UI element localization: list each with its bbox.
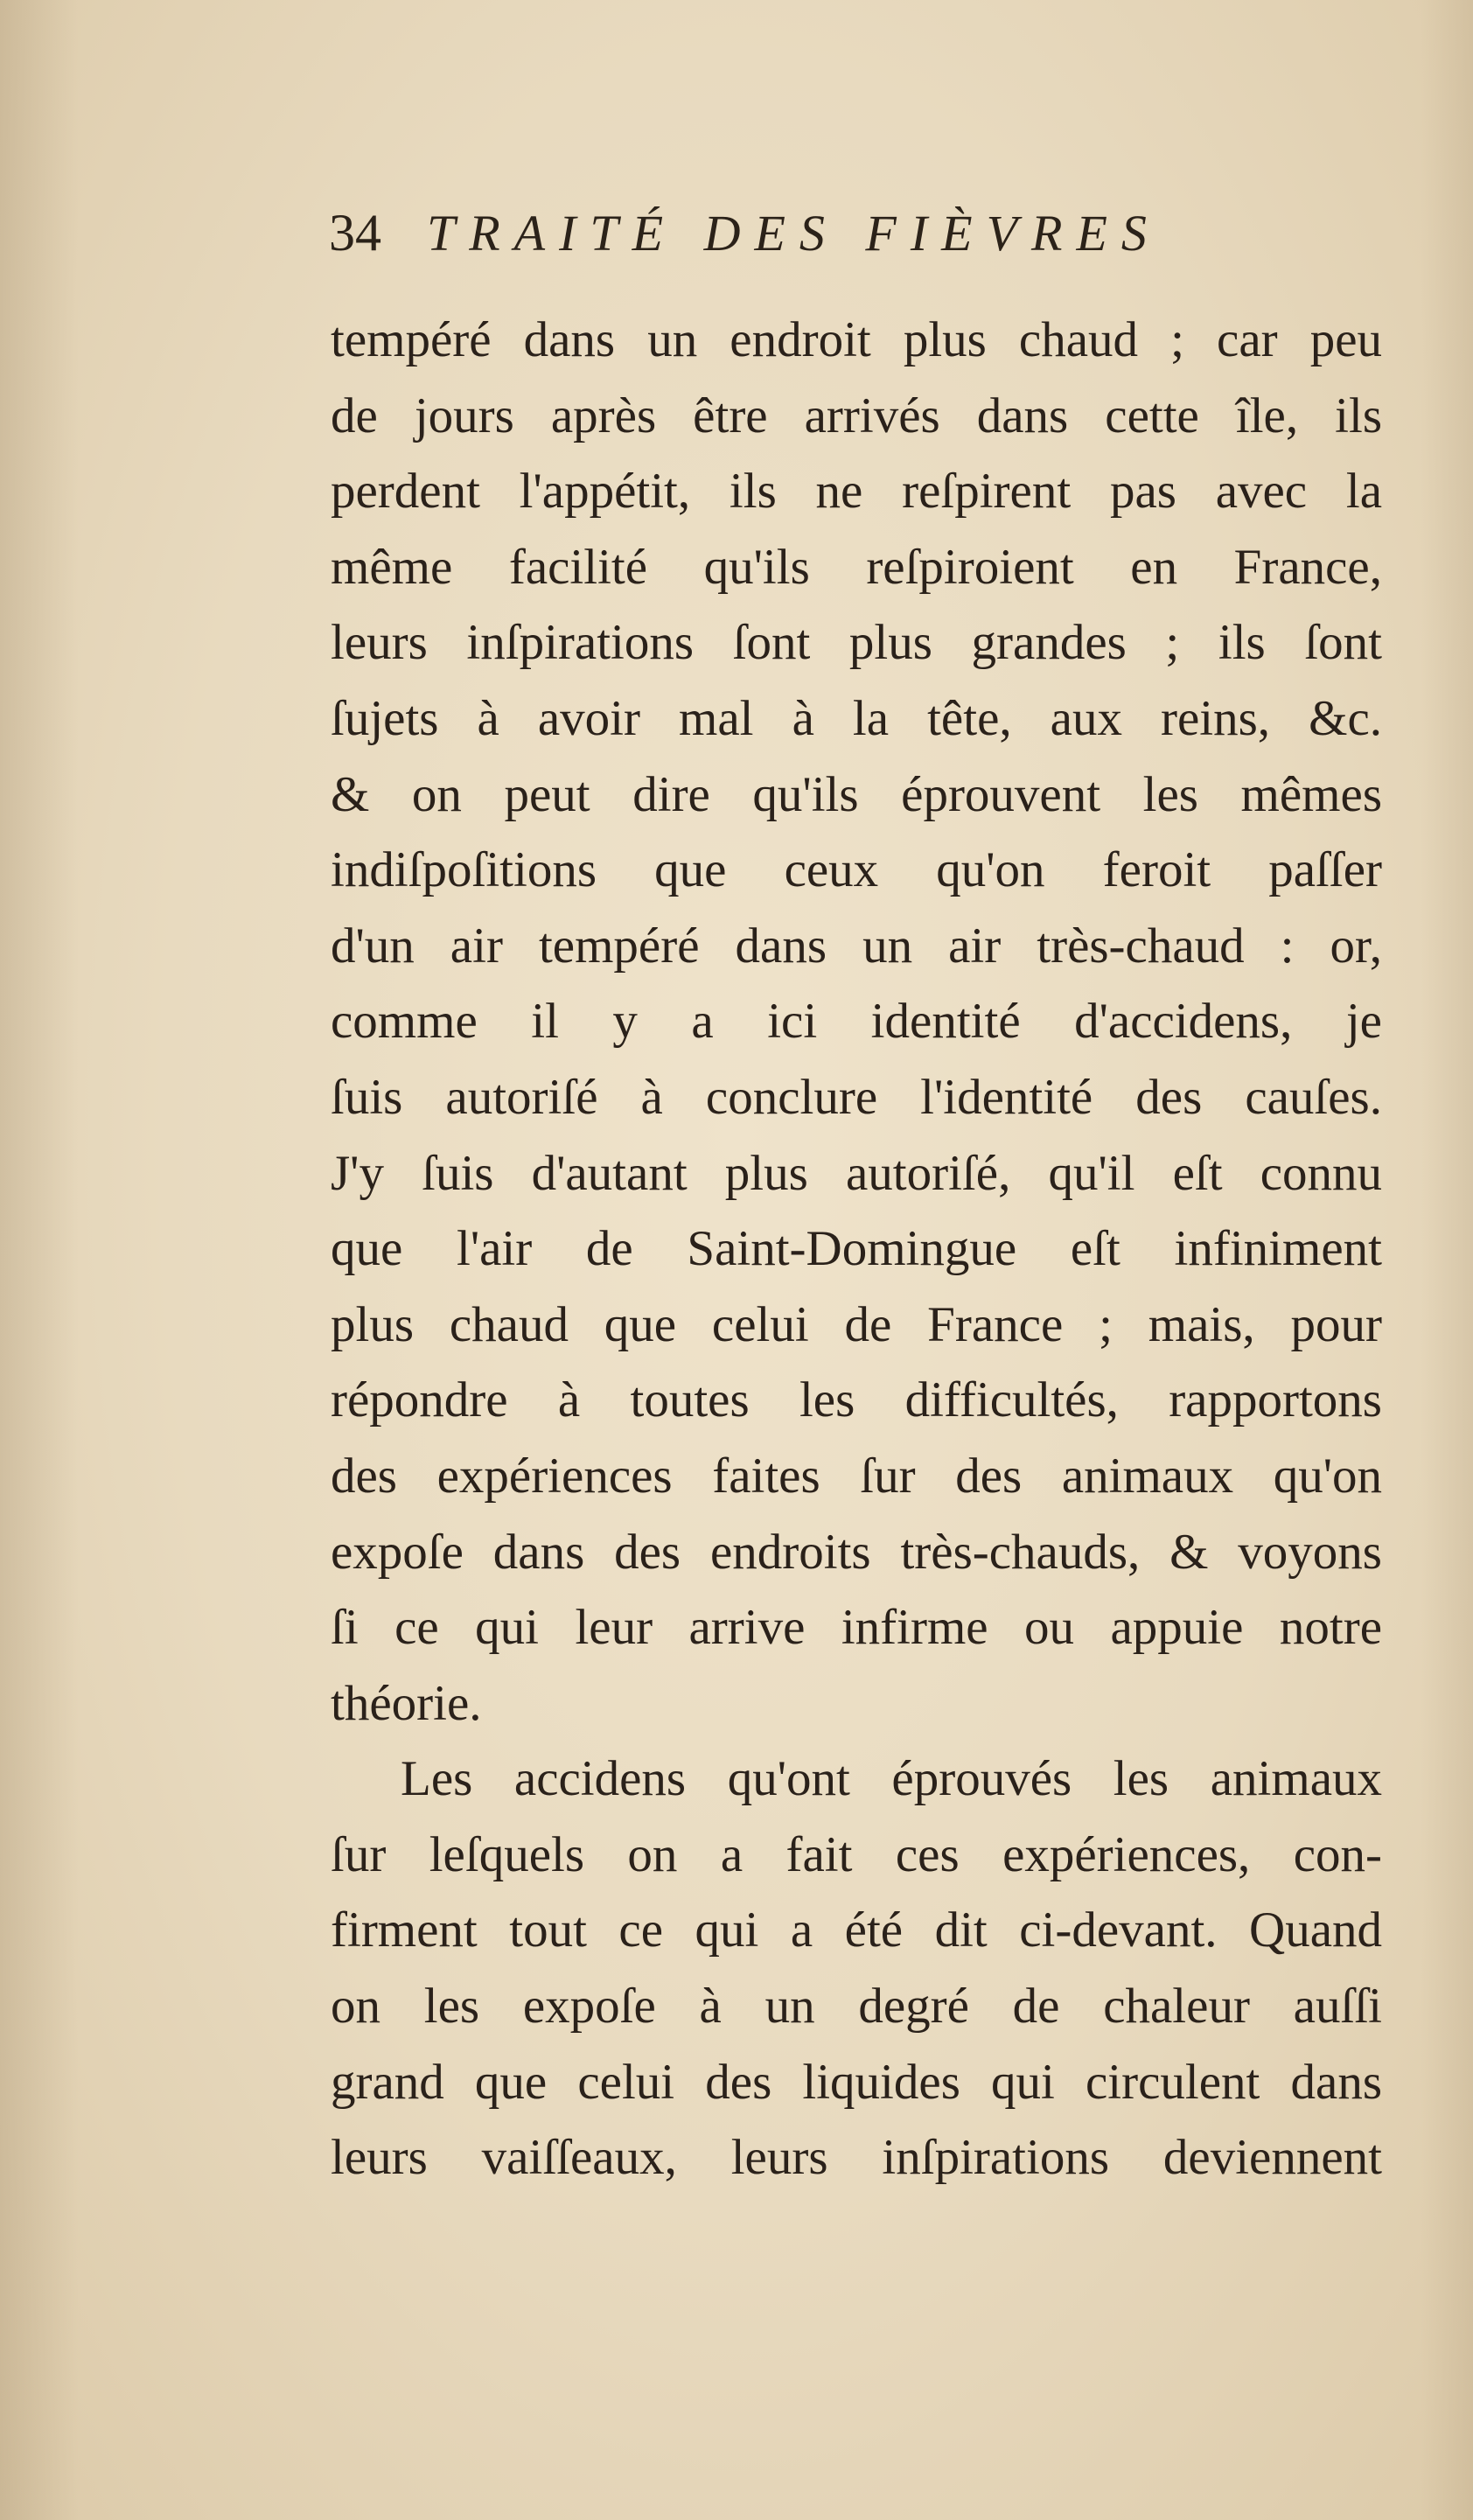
page-header xyxy=(329,203,1379,282)
text-line: leurs vaiſſeaux, leurs inſpirations deviennent xyxy=(331,2130,1382,2186)
text-line: ſi ce qui leur arrive infirme ou appuie notre xyxy=(331,1600,1382,1656)
text-line: que l'air de Saint-Domingue eſt infiniment xyxy=(331,1221,1382,1277)
text-line: des expériences faites ſur des animaux qu'on xyxy=(331,1448,1382,1504)
text-line: & on peut dire qu'ils éprouvent les mêmes xyxy=(331,766,1382,822)
text-line: ſuis autoriſé à conclure l'identité des cauſes. xyxy=(331,1069,1382,1125)
page-number: 34 xyxy=(329,204,381,262)
text-line: répondre à toutes les difficultés, rapportons xyxy=(331,1372,1382,1428)
text-line: ſujets à avoir mal à la tête, aux reins, &c. xyxy=(331,690,1382,746)
text-line: d'un air tempéré dans un air très-chaud : or, xyxy=(331,918,1382,974)
text-line: même facilité qu'ils reſpiroient en France, xyxy=(331,539,1382,595)
paragraph-first-line: Les accidens qu'ont éprouvés les animaux xyxy=(401,1751,1382,1807)
body-text xyxy=(331,303,1382,2196)
text-line: leurs inſpirations ſont plus grandes ; ils ſont xyxy=(331,615,1382,671)
text-line: de jours après être arrivés dans cette île, ils xyxy=(331,387,1382,443)
text-line: on les expoſe à un degré de chaleur auſſi xyxy=(331,1979,1382,2035)
text-line: expoſe dans des endroits très-chauds, & voyons xyxy=(331,1524,1382,1580)
text-line: grand que celui des liquides qui circulent dans xyxy=(331,2054,1382,2110)
text-line: firment tout ce qui a été dit ci-devant. Quand xyxy=(331,1902,1382,1958)
text-line: tempéré dans un endroit plus chaud ; car peu xyxy=(331,312,1382,367)
text-line: indiſpoſitions que ceux qu'on feroit paſſer xyxy=(331,842,1382,898)
text-line: théorie. xyxy=(331,1675,482,1731)
text-line: comme il y a ici identité d'accidens, je xyxy=(331,994,1382,1050)
text-line: perdent l'appétit, ils ne reſpirent pas avec la xyxy=(331,464,1382,520)
text-line: J'y ſuis d'autant plus autoriſé, qu'il eſt connu xyxy=(331,1145,1382,1201)
running-title: TRAITÉ DES FIÈVRES xyxy=(427,205,1161,262)
text-line: plus chaud que celui de France ; mais, pour xyxy=(331,1296,1382,1352)
text-line: ſur leſquels on a fait ces expériences, con- xyxy=(331,1826,1382,1882)
